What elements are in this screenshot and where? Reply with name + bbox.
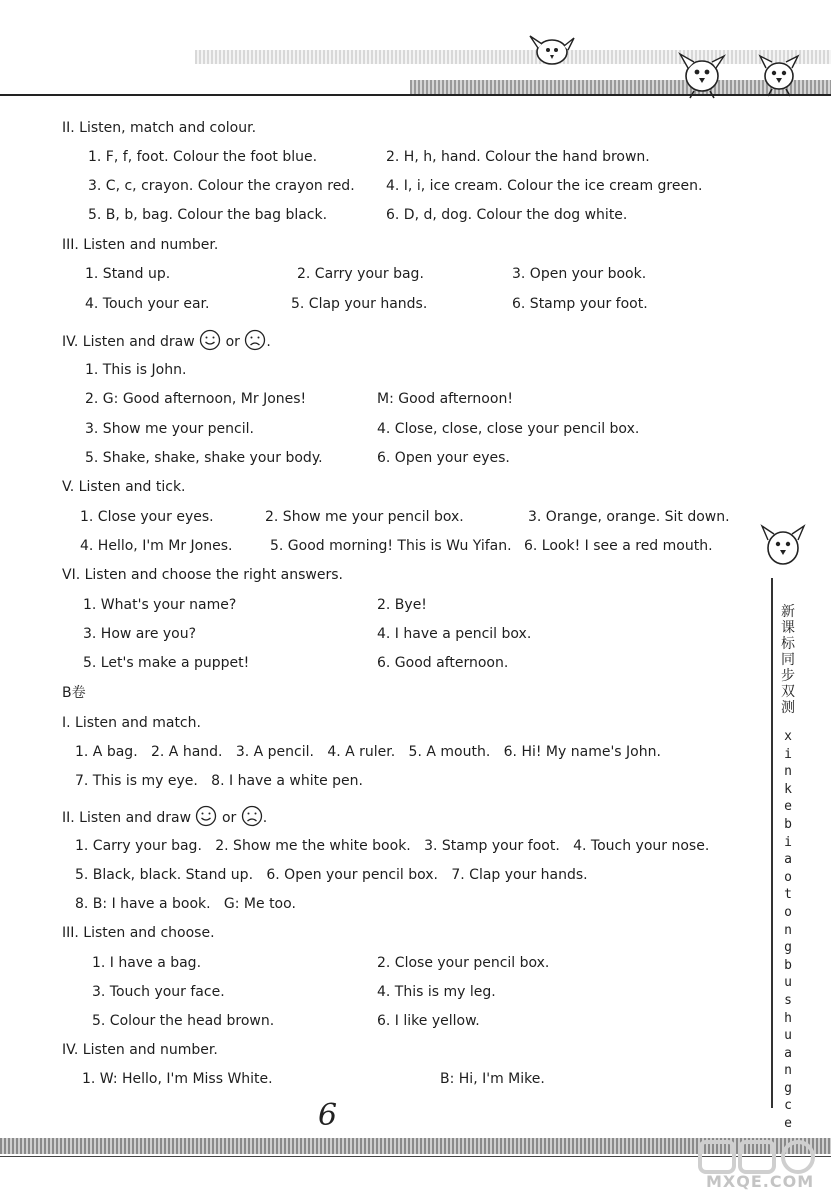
section-heading: IV. Listen and number. bbox=[62, 1042, 218, 1058]
item: 3. Orange, orange. Sit down. bbox=[528, 509, 730, 525]
item-line: 8. B: I have a book. G: Me too. bbox=[75, 896, 296, 912]
item: 6. Stamp your foot. bbox=[512, 296, 648, 312]
item: 6. Open your eyes. bbox=[377, 450, 510, 466]
heading-text: II. Listen and draw bbox=[62, 810, 192, 826]
section-heading: III. Listen and number. bbox=[62, 237, 219, 253]
section-heading bbox=[62, 805, 267, 827]
item: 6. D, d, dog. Colour the dog white. bbox=[386, 207, 628, 223]
item: 2. H, h, hand. Colour the hand brown. bbox=[386, 149, 650, 165]
item: 1. What's your name? bbox=[83, 597, 237, 613]
item: 4. Touch your ear. bbox=[85, 296, 210, 312]
item-line: 1. A bag. 2. A hand. 3. A pencil. 4. A ruler. 5. A mouth. 6. Hi! My name's John. bbox=[75, 744, 661, 760]
watermark-text: MXQE.COM bbox=[706, 1172, 815, 1191]
item: 1. Stand up. bbox=[85, 266, 171, 282]
item: 5. Let's make a puppet! bbox=[83, 655, 250, 671]
section-heading: V. Listen and tick. bbox=[62, 479, 186, 495]
item-line: 5. Black, black. Stand up. 6. Open your pencil box. 7. Clap your hands. bbox=[75, 867, 588, 883]
heading-text: or bbox=[225, 334, 240, 350]
item: 1. W: Hello, I'm Miss White. bbox=[82, 1071, 273, 1087]
section-heading: III. Listen and choose. bbox=[62, 925, 215, 941]
item: 4. I have a pencil box. bbox=[377, 626, 532, 642]
item: 2. Show me your pencil box. bbox=[265, 509, 464, 525]
item: 1. This is John. bbox=[85, 362, 187, 378]
side-title: 新课标同步双测 bbox=[781, 604, 795, 716]
item: 2. Carry your bag. bbox=[297, 266, 424, 282]
item: 2. Close your pencil box. bbox=[377, 955, 550, 971]
item: 1. Close your eyes. bbox=[80, 509, 214, 525]
item: 5. Colour the head brown. bbox=[92, 1013, 275, 1029]
bird-icon bbox=[528, 28, 576, 72]
item-line: 1. Carry your bag. 2. Show me the white book. 3. Stamp your foot. 4. Touch your nose. bbox=[75, 838, 710, 854]
part-b-label: B卷 bbox=[62, 685, 86, 701]
heading-text: . bbox=[266, 334, 271, 350]
item: 3. Show me your pencil. bbox=[85, 421, 254, 437]
sad-face-icon bbox=[244, 329, 266, 351]
item: 3. Open your book. bbox=[512, 266, 647, 282]
item: 1. F, f, foot. Colour the foot blue. bbox=[88, 149, 318, 165]
sad-face-icon bbox=[241, 805, 263, 827]
bird-icon bbox=[756, 52, 802, 98]
item: 6. Good afternoon. bbox=[377, 655, 509, 671]
item: 5. B, b, bag. Colour the bag black. bbox=[88, 207, 328, 223]
section-heading: II. Listen, match and colour. bbox=[62, 120, 257, 136]
item: 3. How are you? bbox=[83, 626, 197, 642]
item: 6. Look! I see a red mouth. bbox=[524, 538, 713, 554]
item-line: 7. This is my eye. 8. I have a white pen. bbox=[75, 773, 363, 789]
item: B: Hi, I'm Mike. bbox=[440, 1071, 545, 1087]
item: 4. I, i, ice cream. Colour the ice cream green. bbox=[386, 178, 703, 194]
item: 4. This is my leg. bbox=[377, 984, 496, 1000]
heading-text: . bbox=[262, 810, 268, 826]
item: 1. I have a bag. bbox=[92, 955, 202, 971]
section-heading: VI. Listen and choose the right answers. bbox=[62, 567, 343, 583]
section-heading bbox=[62, 329, 271, 351]
item: 5. Good morning! This is Wu Yifan. bbox=[270, 538, 512, 554]
section-heading: I. Listen and match. bbox=[62, 715, 201, 731]
heading-text: IV. Listen and draw bbox=[62, 334, 195, 350]
item: 4. Close, close, close your pencil box. bbox=[377, 421, 640, 437]
item: 5. Clap your hands. bbox=[291, 296, 428, 312]
smiley-face-icon bbox=[199, 329, 221, 351]
heading-text: or bbox=[221, 810, 237, 826]
item: 2. G: Good afternoon, Mr Jones! bbox=[85, 391, 307, 407]
item: 6. I like yellow. bbox=[377, 1013, 480, 1029]
item: 4. Hello, I'm Mr Jones. bbox=[80, 538, 233, 554]
item: 3. Touch your face. bbox=[92, 984, 225, 1000]
smiley-face-icon bbox=[195, 805, 217, 827]
header-band-light bbox=[195, 50, 831, 64]
side-rule bbox=[771, 578, 773, 1108]
item: 2. Bye! bbox=[377, 597, 427, 613]
item: 3. C, c, crayon. Colour the crayon red. bbox=[88, 178, 355, 194]
bird-icon bbox=[676, 50, 728, 100]
item: 5. Shake, shake, shake your body. bbox=[85, 450, 323, 466]
side-pinyin: xinkebiaotongbushuangce bbox=[784, 729, 792, 1132]
bird-icon bbox=[760, 520, 806, 572]
page-number: 6 bbox=[318, 1098, 338, 1133]
item: M: Good afternoon! bbox=[377, 391, 513, 407]
